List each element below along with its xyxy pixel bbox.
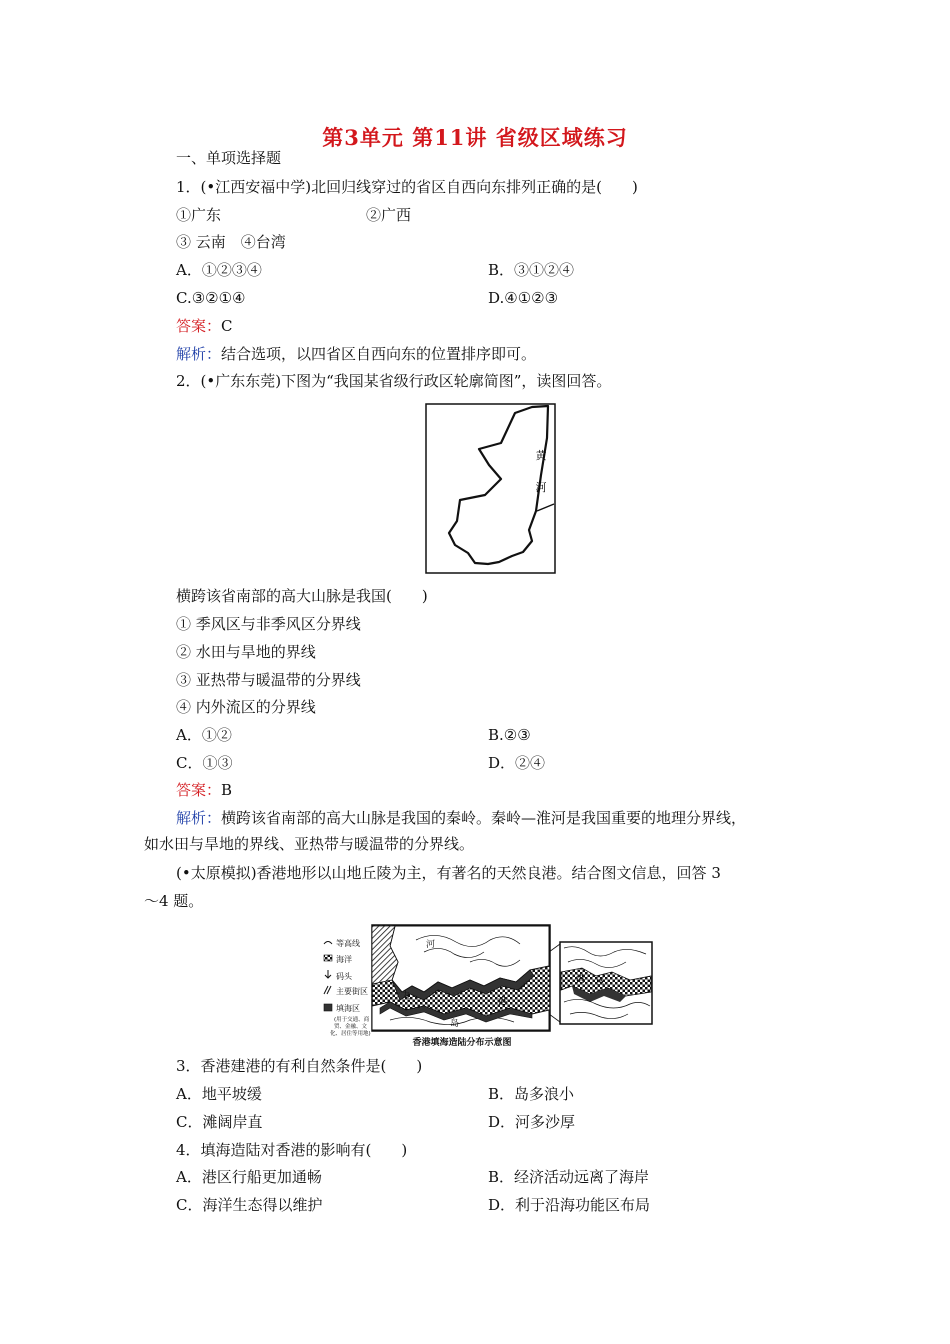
- q2-analysis: [176, 808, 746, 828]
- q3-stem: 3．香港建港的有利自然条件是( ): [176, 1057, 423, 1075]
- legend-note-1: (用于交通、商: [334, 1017, 370, 1023]
- legend-ocean: 海洋: [336, 955, 352, 964]
- q2-answer-label: 答案：: [176, 781, 222, 799]
- legend-pier: 码头: [336, 972, 352, 981]
- q2-option-b: B.②③: [488, 726, 531, 744]
- map-label-he: 河: [535, 481, 547, 494]
- inset-map-panel: [560, 942, 652, 1024]
- q1-analysis-label: 解析：: [176, 345, 222, 363]
- q1-stem: 1．(•江西安福中学)北回归线穿过的省区自西向东排列正确的是( ): [176, 178, 638, 196]
- q3-option-a: A．地平坡缓: [176, 1085, 262, 1103]
- q2-analysis-label: 解析：: [176, 809, 222, 827]
- q2-stem: 2．(•广东东莞)下图为“我国某省级行政区轮廓简图”，读图回答。: [176, 372, 612, 390]
- q1-item-3: ③ 云南 ④台湾: [176, 233, 286, 251]
- q34-intro-line2: ～4 题。: [144, 892, 204, 910]
- q2-analysis-line2: 如水田与旱地的界线、亚热带与暖温带的分界线。: [144, 835, 475, 853]
- map-label-kowloon: 九: [402, 991, 412, 1001]
- legend-contour: 等高线: [336, 939, 360, 948]
- map-label-huang: 黄: [535, 449, 547, 462]
- q1-analysis-text: 结合选项，以四省区自西向东的位置排序即可。: [221, 345, 537, 363]
- q3-option-c: C．滩阔岸直: [176, 1113, 263, 1131]
- q3-option-d: D．河多沙厚: [488, 1113, 576, 1131]
- page-title: 第3单元 第11讲 省级区域练习: [322, 125, 628, 150]
- q4-option-b: B．经济活动远离了海岸: [488, 1168, 650, 1186]
- q3-option-b: B．岛多浪小: [488, 1085, 575, 1103]
- q2-analysis-text: 横跨该省南部的高大山脉是我国的秦岭。秦岭—淮河是我国重要的地理分界线，: [221, 809, 747, 827]
- legend-note-2: 贸、金融、文: [334, 1024, 368, 1030]
- q1-item-1: ①广东: [176, 206, 222, 224]
- q4-option-a: A．港区行船更加通畅: [176, 1168, 322, 1186]
- q1-option-c: C.③②①④: [176, 289, 246, 307]
- legend-district: 主要街区: [336, 987, 368, 996]
- q2-option-a: A．①②: [176, 726, 232, 744]
- q1-analysis: [176, 344, 536, 364]
- q4-option-c: C．海洋生态得以维护: [176, 1196, 323, 1214]
- map-label-harbour: 港: [498, 997, 508, 1007]
- q2-answer-value: B: [221, 781, 233, 799]
- q2-item-4: ④ 内外流区的分界线: [176, 698, 316, 716]
- q2-option-c: C．①③: [176, 754, 233, 772]
- map-label-river: 河: [426, 940, 436, 950]
- main-map-panel: [372, 925, 550, 1031]
- hong-kong-reclamation-map: [320, 922, 656, 1050]
- inset-label-district: 区: [596, 977, 606, 987]
- q1-answer-label: 答案：: [176, 317, 222, 335]
- q1-option-d: D.④①②③: [488, 289, 559, 307]
- map-label-island: 岛: [450, 1019, 460, 1029]
- q1-option-b: B．③①②④: [488, 261, 575, 279]
- q1-answer: [176, 316, 233, 336]
- q2-option-d: D．②④: [488, 754, 546, 772]
- province-outline-map: [425, 403, 556, 574]
- q34-intro-line1: (•太原模拟)香港地形以山地丘陵为主，有著名的天然良港。结合图文信息，回答 3: [176, 864, 721, 882]
- section-heading: 一、单项选择题: [176, 149, 282, 167]
- q2-answer: [176, 780, 232, 800]
- q2-item-1: ① 季风区与非季风区分界线: [176, 615, 361, 633]
- q4-stem: 4．填海造陆对香港的影响有( ): [176, 1141, 408, 1159]
- q1-option-a: A．①②③④: [176, 261, 262, 279]
- q2-question: 横跨该省南部的高大山脉是我国( ): [176, 587, 428, 605]
- q2-item-2: ② 水田与旱地的界线: [176, 643, 316, 661]
- legend-reclamation: 填海区: [336, 1004, 360, 1013]
- q2-item-3: ③ 亚热带与暖温带的分界线: [176, 671, 361, 689]
- hk-map-caption: 香港填海造陆分布示意图: [412, 1038, 512, 1048]
- q4-option-d: D．利于沿海功能区布局: [488, 1196, 651, 1214]
- q1-answer-value: C: [221, 317, 233, 335]
- inset-label-harbour: 港: [576, 975, 586, 985]
- q1-item-2: ②广西: [366, 206, 412, 224]
- legend-note-3: 化、居住等用地): [330, 1031, 371, 1037]
